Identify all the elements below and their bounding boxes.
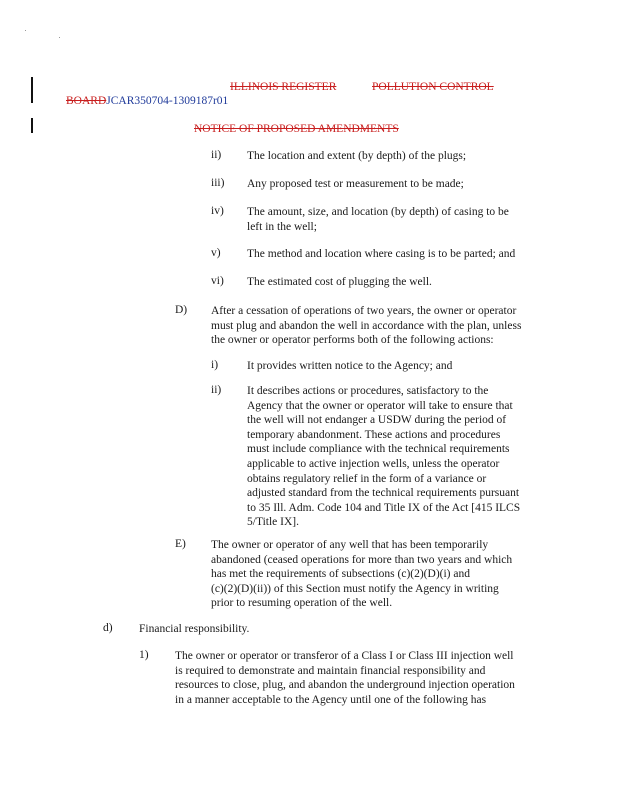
item-label: v) — [211, 247, 221, 259]
item-label: ii) — [211, 149, 222, 161]
item-text: The location and extent (by depth) of the plugs; — [247, 150, 467, 162]
notice-title: NOTICE OF PROPOSED AMENDMENTS — [194, 123, 399, 135]
header-line-two — [66, 95, 228, 107]
header-agency-continued: BOARD — [66, 95, 107, 107]
item-text: After a cessation of operations of two years, the owner or operator must plug and abandon the well in accordance with the plan, unless the owner or operator performs both of the following actions: — [211, 305, 522, 347]
item-text — [247, 205, 547, 234]
item-label: ii) — [211, 384, 222, 396]
item-label: vi) — [211, 275, 224, 287]
header-register-title: ILLINOIS REGISTER — [230, 81, 337, 93]
item-text: The estimated cost of plugging the well. — [247, 276, 432, 288]
item-label: i) — [211, 359, 219, 371]
scan-speck — [25, 30, 26, 31]
item-label: iv) — [211, 205, 224, 217]
scan-speck — [59, 37, 60, 38]
section-label: d) — [103, 622, 113, 634]
section-heading: Financial responsibility. — [139, 623, 250, 635]
item-label: D) — [175, 304, 188, 316]
header-agency-name: POLLUTION CONTROL — [372, 81, 494, 93]
jcar-code: JCAR350704-1309187r01 — [106, 95, 229, 107]
change-bar — [31, 118, 33, 133]
item-text: Any proposed test or measurement to be made; — [247, 178, 464, 190]
item-label: 1) — [139, 649, 149, 661]
item-label: iii) — [211, 177, 225, 189]
item-text: The method and location where casing is to be parted; and — [247, 248, 516, 260]
item-text-line: left in the well; — [247, 220, 317, 233]
item-text-line: The amount, size, and location (by depth) of casing to be — [247, 206, 509, 218]
change-bar — [31, 77, 33, 103]
item-text: The owner or operator of any well that has been temporarily abandoned (ceased operations for more than two years and which has met the requirements of subsections (c)(2)(D)(i) and (c)(2)(D)(ii)) of this Section must notify the Agency in writing prior to resuming operation of the well. — [211, 539, 513, 610]
item-label: E) — [175, 538, 186, 550]
item-text: It provides written notice to the Agency; and — [247, 360, 453, 372]
item-text: It describes actions or procedures, satisfactory to the Agency that the owner or operator will take to ensure that the well will not endanger a USDW during the period of temporary abandonment. These actions and procedures must include compliance with the technical requirements applicable to active injection wells, unless the operator obtains regulatory relief in the form of a variance or adjusted standard from the technical requirements pursuant to 35 Ill. Adm. Code 104 and Title IX of the Act [415 ILCS 5/Title IX]. — [247, 385, 521, 529]
item-text: The owner or operator or transferor of a Class I or Class III injection well is required to demonstrate and maintain financial responsibility and resources to close, plug, and abandon the underground injection operation in a manner acceptable to the Agency until one of the following has — [175, 650, 515, 706]
